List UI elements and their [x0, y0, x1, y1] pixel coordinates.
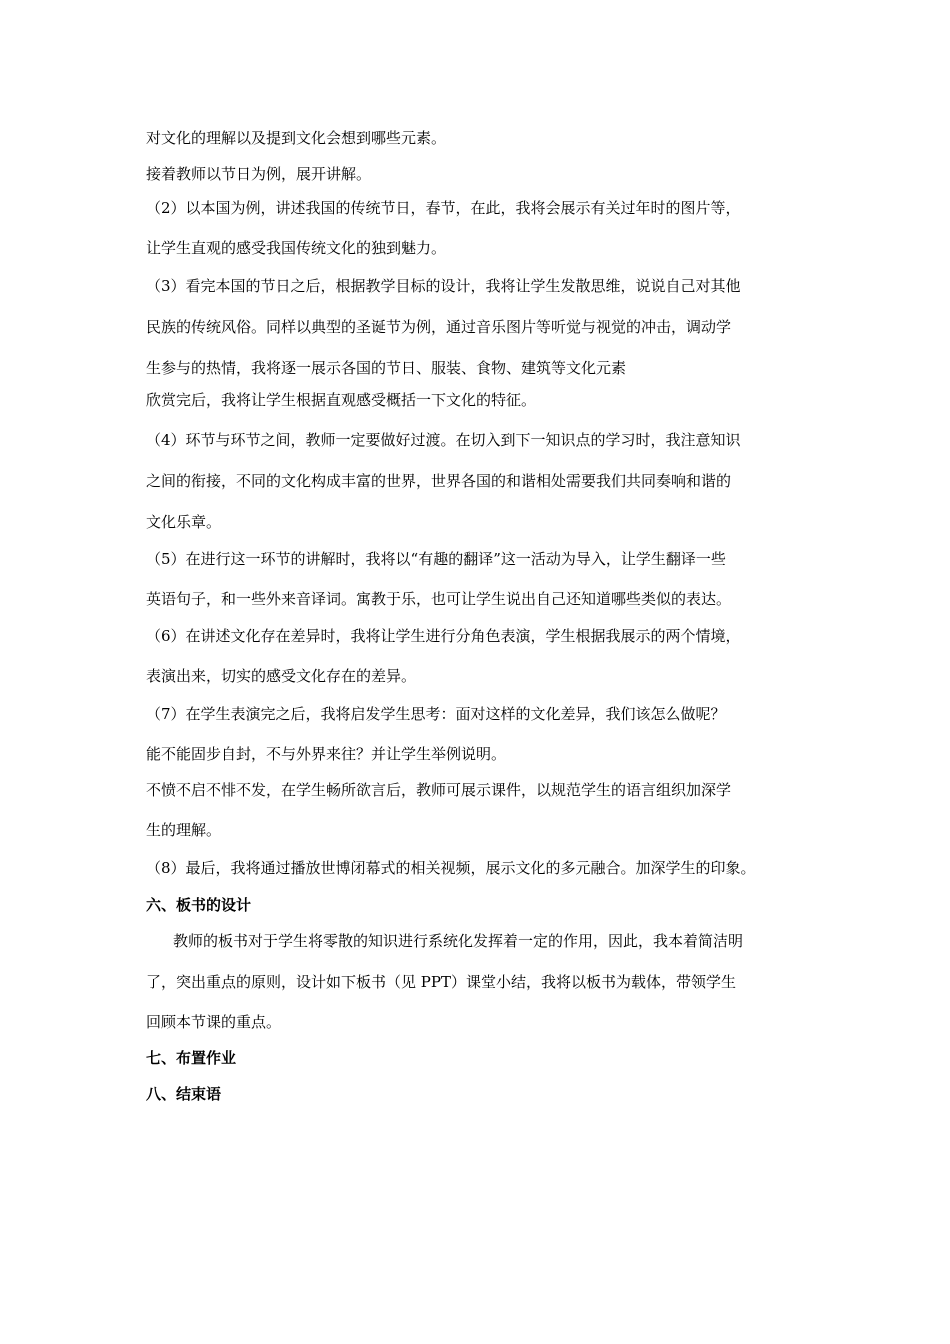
body-text-line: 让学生直观的感受我国传统文化的独到魅力。 [146, 239, 447, 257]
body-text-line: （5）在进行这一环节的讲解时，我将以“有趣的翻译”这一活动为导入，让学生翻译一些 [146, 550, 726, 568]
body-text-line: 生参与的热情，我将逐一展示各国的节日、服装、食物、建筑等文化元素 [146, 359, 627, 377]
body-text-line: 表演出来，切实的感受文化存在的差异。 [146, 667, 417, 685]
body-text-line: （7）在学生表演完之后，我将启发学生思考：面对这样的文化差异，我们该怎么做呢？ [146, 705, 726, 723]
body-text-line: 能不能固步自封，不与外界来往？并让学生举例说明。 [146, 745, 507, 763]
body-text-line: 英语句子，和一些外来音译词。寓教于乐，也可让学生说出自己还知道哪些类似的表达。 [146, 590, 732, 608]
section-heading: 七、布置作业 [146, 1049, 237, 1067]
paragraph-line: 教师的板书对于学生将零散的知识进行系统化发挥着一定的作用，因此，我本着简洁明 [173, 932, 744, 950]
paragraph-line: 了，突出重点的原则，设计如下板书（见 PPT）课堂小结，我将以板书为载体，带领学生 [146, 973, 736, 991]
body-text-line: 之间的衔接，不同的文化构成丰富的世界，世界各国的和谐相处需要我们共同奏响和谐的 [146, 472, 732, 490]
body-text-line: （6）在讲述文化存在差异时，我将让学生进行分角色表演，学生根据我展示的两个情境， [146, 627, 741, 645]
body-text-line: 生的理解。 [146, 821, 222, 839]
body-text-line: 接着教师以节日为例，展开讲解。 [146, 165, 372, 183]
section-heading: 八、结束语 [146, 1085, 222, 1103]
body-text-line: （8）最后，我将通过播放世博闭幕式的相关视频，展示文化的多元融合。加深学生的印象。 [146, 859, 756, 877]
body-text-line: 对文化的理解以及提到文化会想到哪些元素。 [146, 129, 447, 147]
body-text-line: （2）以本国为例，讲述我国的传统节日，春节，在此，我将会展示有关过年时的图片等， [146, 199, 741, 217]
body-text-line: 文化乐章。 [146, 513, 222, 531]
body-text-line: （4）环节与环节之间，教师一定要做好过渡。在切入到下一知识点的学习时，我注意知识 [146, 431, 741, 449]
section-heading: 六、板书的设计 [146, 896, 252, 914]
body-text-line: 不愤不启不悱不发，在学生畅所欲言后，教师可展示课件，以规范学生的语言组织加深学 [146, 781, 732, 799]
body-text-line: （3）看完本国的节日之后，根据教学目标的设计，我将让学生发散思维，说说自己对其他 [146, 277, 741, 295]
paragraph-line: 回顾本节课的重点。 [146, 1013, 282, 1031]
body-text-line: 欣赏完后，我将让学生根据直观感受概括一下文化的特征。 [146, 391, 537, 409]
body-text-line: 民族的传统风俗。同样以典型的圣诞节为例，通过音乐图片等听觉与视觉的冲击，调动学 [146, 318, 732, 336]
